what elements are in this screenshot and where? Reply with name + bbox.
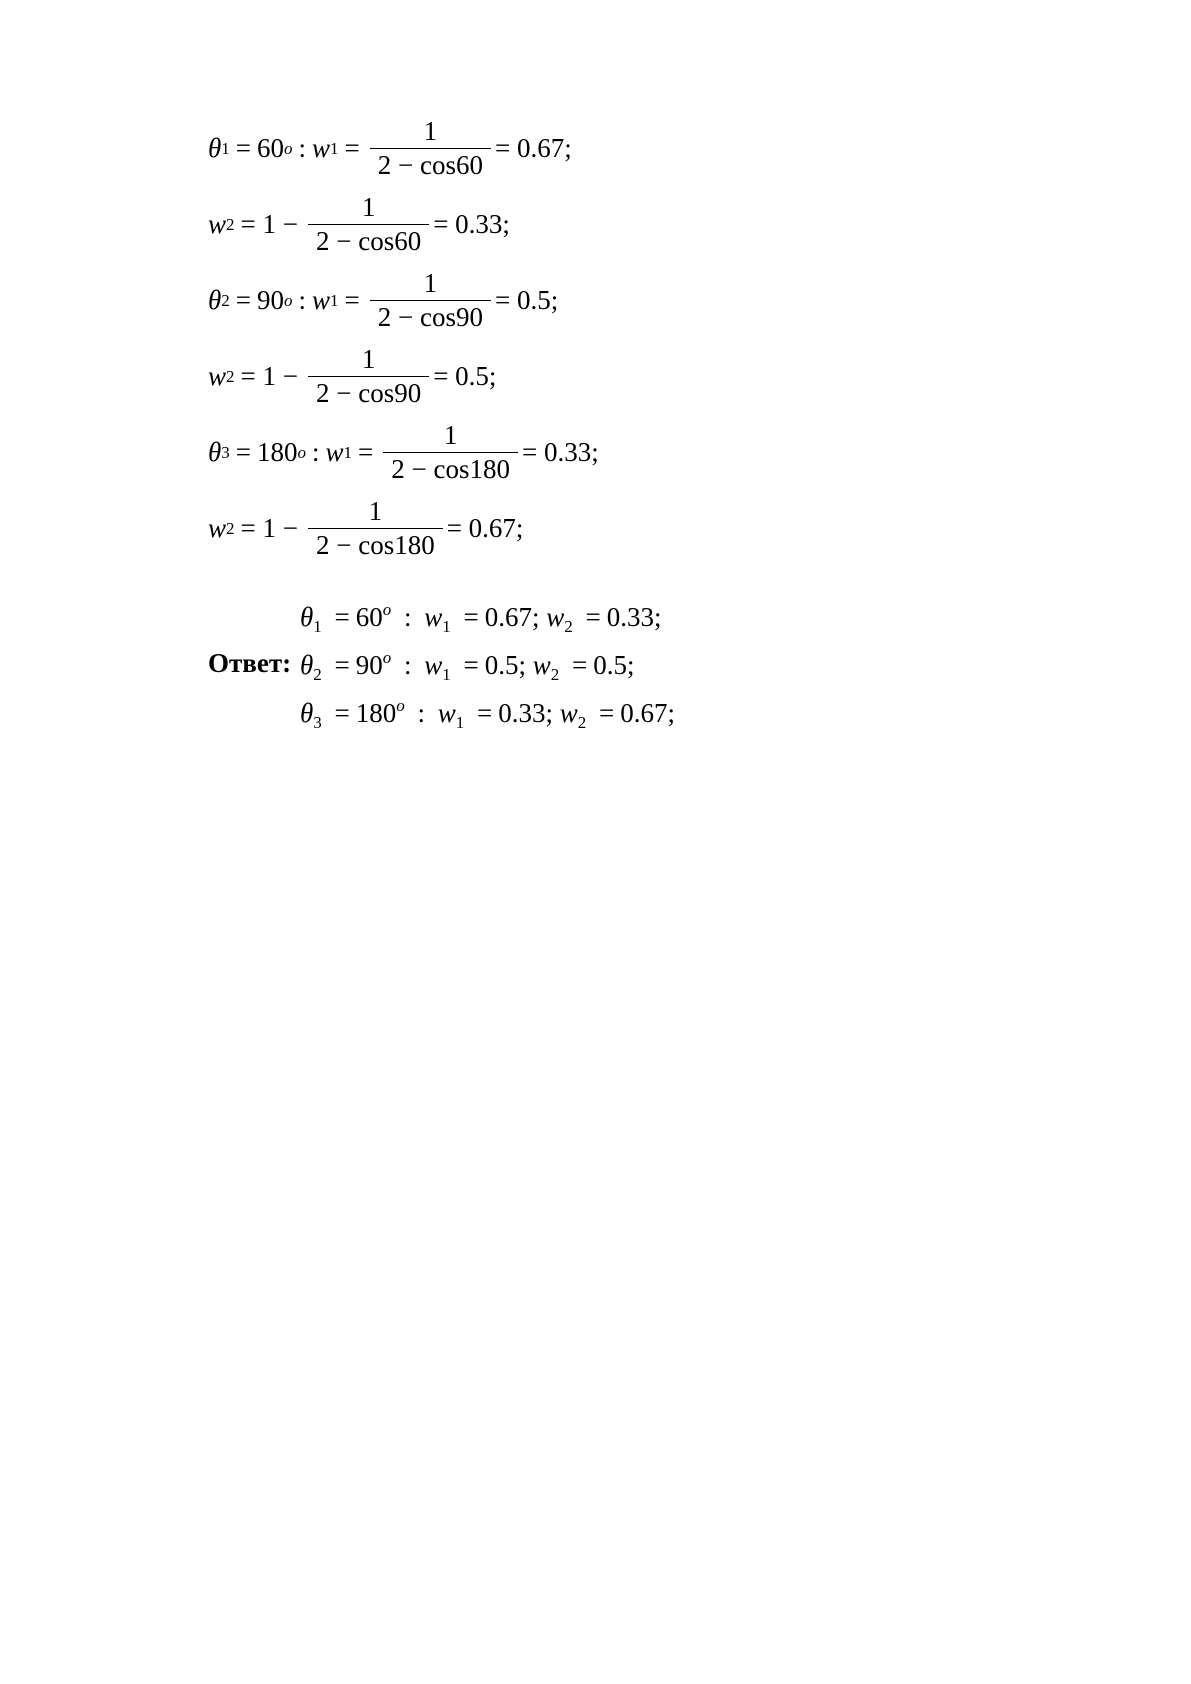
numerator: 1 [443, 419, 458, 450]
fraction [370, 267, 491, 332]
w2-value: 0.5 [593, 650, 628, 680]
weight-symbol: w [546, 602, 565, 632]
equals-sign: = [334, 650, 350, 680]
fraction [308, 343, 429, 408]
degree-mark: o [382, 600, 392, 619]
result: = 0.33; [433, 208, 510, 239]
prefix: = 1 − [240, 208, 298, 239]
weight-symbol: w [208, 512, 227, 543]
result: = 0.67; [494, 132, 572, 163]
colon: : [298, 132, 307, 163]
theta-symbol: θ [208, 284, 222, 315]
fraction [308, 191, 429, 256]
numerator: 1 [423, 115, 438, 146]
equation-theta2-w1 [208, 258, 558, 342]
answer-line-1: $\theta_1 = 60^o$ : $w_1 = 0.67$; $w_2 = 0.33$; [300, 600, 662, 636]
angle-value: 180 [257, 436, 298, 467]
result: = 0.5; [433, 360, 497, 391]
w1-value: 0.67 [484, 602, 533, 632]
equation-theta1-w2 [208, 182, 510, 266]
equals-sign: = [463, 650, 479, 680]
degree-mark: o [284, 138, 293, 158]
numerator: 1 [361, 343, 376, 374]
equals-sign: = [344, 284, 360, 315]
weight-symbol: w [424, 602, 443, 632]
equals-sign: = [235, 284, 251, 315]
result: = 0.67; [446, 512, 524, 543]
theta-symbol: θ [300, 602, 314, 632]
equals-sign: = [572, 650, 588, 680]
answer-line-3: $\theta_3 = 180^o$ : $w_1 = 0.33$; $w_2 = 0.67$; [300, 696, 676, 732]
weight-symbol: w [208, 208, 227, 239]
denominator: 2 − cos180 [383, 452, 518, 483]
w2-value: 0.33 [606, 602, 655, 632]
theta-symbol: θ [300, 698, 314, 728]
theta-symbol: θ [208, 132, 222, 163]
fraction [370, 115, 491, 180]
subscript: 3 [313, 713, 322, 732]
subscript: 2 [226, 366, 235, 386]
colon: : [404, 602, 412, 632]
weight-symbol: w [424, 650, 443, 680]
denominator: 2 − cos60 [308, 224, 429, 255]
equation-theta3-w2 [208, 486, 523, 570]
equation-theta2-w2 [208, 334, 496, 418]
equals-sign: = [334, 698, 350, 728]
weight-symbol: w [437, 698, 456, 728]
numerator: 1 [368, 495, 383, 526]
w1-value: 0.33 [498, 698, 546, 728]
denominator: 2 − cos90 [308, 376, 429, 407]
equation-theta1-w1 [208, 106, 572, 190]
equals-sign: = [599, 698, 615, 728]
equation-theta3-w1 [208, 410, 599, 494]
prefix: = 1 − [240, 512, 298, 543]
equals-sign: = [344, 132, 360, 163]
subscript: 1 [343, 442, 353, 462]
weight-symbol: w [312, 132, 331, 163]
subscript: 3 [221, 442, 230, 462]
w1-value: 0.5 [484, 650, 519, 680]
theta-symbol: θ [208, 436, 222, 467]
subscript: 1 [330, 138, 339, 158]
equals-sign: = [235, 132, 251, 163]
degree-mark: o [297, 442, 306, 462]
weight-symbol: w [312, 284, 331, 315]
weight-symbol: w [532, 650, 551, 680]
subscript: 1 [313, 617, 322, 636]
equals-sign: = [463, 602, 479, 632]
denominator: 2 − cos60 [370, 148, 491, 179]
colon: : [417, 698, 426, 728]
weight-symbol: w [559, 698, 578, 728]
degree-mark: o [396, 696, 405, 715]
numerator: 1 [361, 191, 376, 222]
subscript: 1 [330, 290, 339, 310]
answer-label: Ответ: [208, 648, 292, 678]
equals-sign: = [235, 436, 251, 467]
w2-value: 0.67 [620, 698, 668, 728]
angle-value: 90 [257, 284, 284, 315]
result: = 0.5; [494, 284, 559, 315]
equals-sign: = [477, 698, 493, 728]
numerator: 1 [423, 267, 438, 298]
equals-sign: = [334, 602, 350, 632]
answer-line-2: $\theta_2 = 90^o$ : $w_1 = 0.5$; $w_2 = 0.5$; [300, 648, 635, 684]
subscript: 2 [226, 518, 235, 538]
degree-mark: o [382, 648, 392, 667]
angle-value: 60 [257, 132, 284, 163]
subscript: 2 [221, 290, 230, 310]
fraction [308, 495, 443, 560]
colon: : [312, 436, 320, 467]
denominator: 2 − cos180 [308, 528, 443, 559]
weight-symbol: w [208, 360, 227, 391]
colon: : [298, 284, 307, 315]
degree-mark: o [284, 290, 293, 310]
angle-value: 180 [355, 698, 397, 728]
angle-value: 60 [355, 602, 383, 632]
colon: : [404, 650, 412, 680]
subscript: 2 [313, 665, 322, 684]
weight-symbol: w [325, 436, 344, 467]
equals-sign: = [585, 602, 601, 632]
prefix: = 1 − [240, 360, 298, 391]
angle-value: 90 [355, 650, 383, 680]
subscript: 1 [221, 138, 230, 158]
theta-symbol: θ [300, 650, 314, 680]
fraction [383, 419, 518, 484]
denominator: 2 − cos90 [370, 300, 491, 331]
result: = 0.33; [521, 436, 599, 467]
equals-sign: = [358, 436, 374, 467]
subscript: 2 [226, 214, 235, 234]
